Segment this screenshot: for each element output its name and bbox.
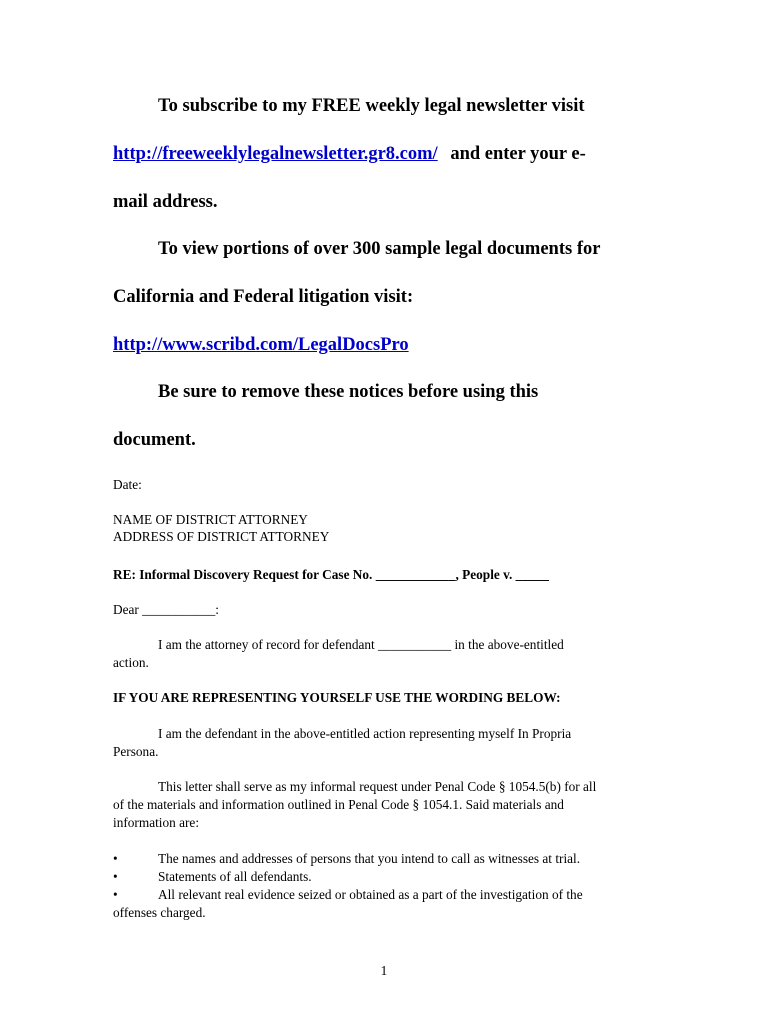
self-rep-line1: I am the defendant in the above-entitled action representing myself In Propria	[158, 726, 572, 741]
bullet-item-3: All relevant real evidence seized or obtained as a part of the investigation of the	[158, 887, 583, 902]
notice-para1-line2	[113, 145, 586, 164]
bullet-marker: •	[113, 851, 118, 866]
page-number: 1	[380, 963, 388, 978]
bullet-item-2: Statements of all defendants.	[158, 869, 312, 884]
notice-para1-line1: To subscribe to my FREE weekly legal newsletter visit	[158, 96, 585, 116]
notice-para3-line1: Be sure to remove these notices before using this	[158, 382, 539, 402]
scribd-link[interactable]: http://www.scribd.com/LegalDocsPro	[113, 335, 409, 355]
request-line2: of the materials and information outlined in Penal Code § 1054.1. Said materials and	[113, 797, 564, 812]
recipient-address: ADDRESS OF DISTRICT ATTORNEY	[113, 529, 330, 544]
notice-para1-line3: mail address.	[113, 192, 218, 212]
scribd-link-line	[113, 336, 409, 355]
request-line1: This letter shall serve as my informal request under Penal Code § 1054.5(b) for all	[158, 779, 597, 794]
notice-para2-line1: To view portions of over 300 sample legal documents for	[158, 239, 601, 259]
recipient-name: NAME OF DISTRICT ATTORNEY	[113, 512, 308, 527]
self-rep-line2: Persona.	[113, 744, 159, 759]
date-label: Date:	[113, 477, 142, 492]
attorney-line2: action.	[113, 655, 149, 670]
re-line: RE: Informal Discovery Request for Case No. ____________, People v. _____	[113, 567, 549, 582]
bullet-item-3-cont: offenses charged.	[113, 905, 206, 920]
notice-para2-line2: California and Federal litigation visit:	[113, 287, 414, 307]
notice-para1-line2-rest: and enter your e-	[450, 144, 586, 164]
bullet-marker: •	[113, 887, 118, 902]
self-rep-heading: IF YOU ARE REPRESENTING YOURSELF USE THE WORDING BELOW:	[113, 690, 561, 705]
notice-para3-line2: document.	[113, 430, 196, 450]
bullet-marker: •	[113, 869, 118, 884]
bullet-item-1: The names and addresses of persons that you intend to call as witnesses at trial.	[158, 851, 581, 866]
request-line3: information are:	[113, 815, 200, 830]
salutation: Dear ___________:	[113, 602, 219, 617]
newsletter-link[interactable]: http://freeweeklylegalnewsletter.gr8.com/	[113, 144, 438, 164]
attorney-line1: I am the attorney of record for defendant ___________ in the above-entitled	[158, 637, 564, 652]
